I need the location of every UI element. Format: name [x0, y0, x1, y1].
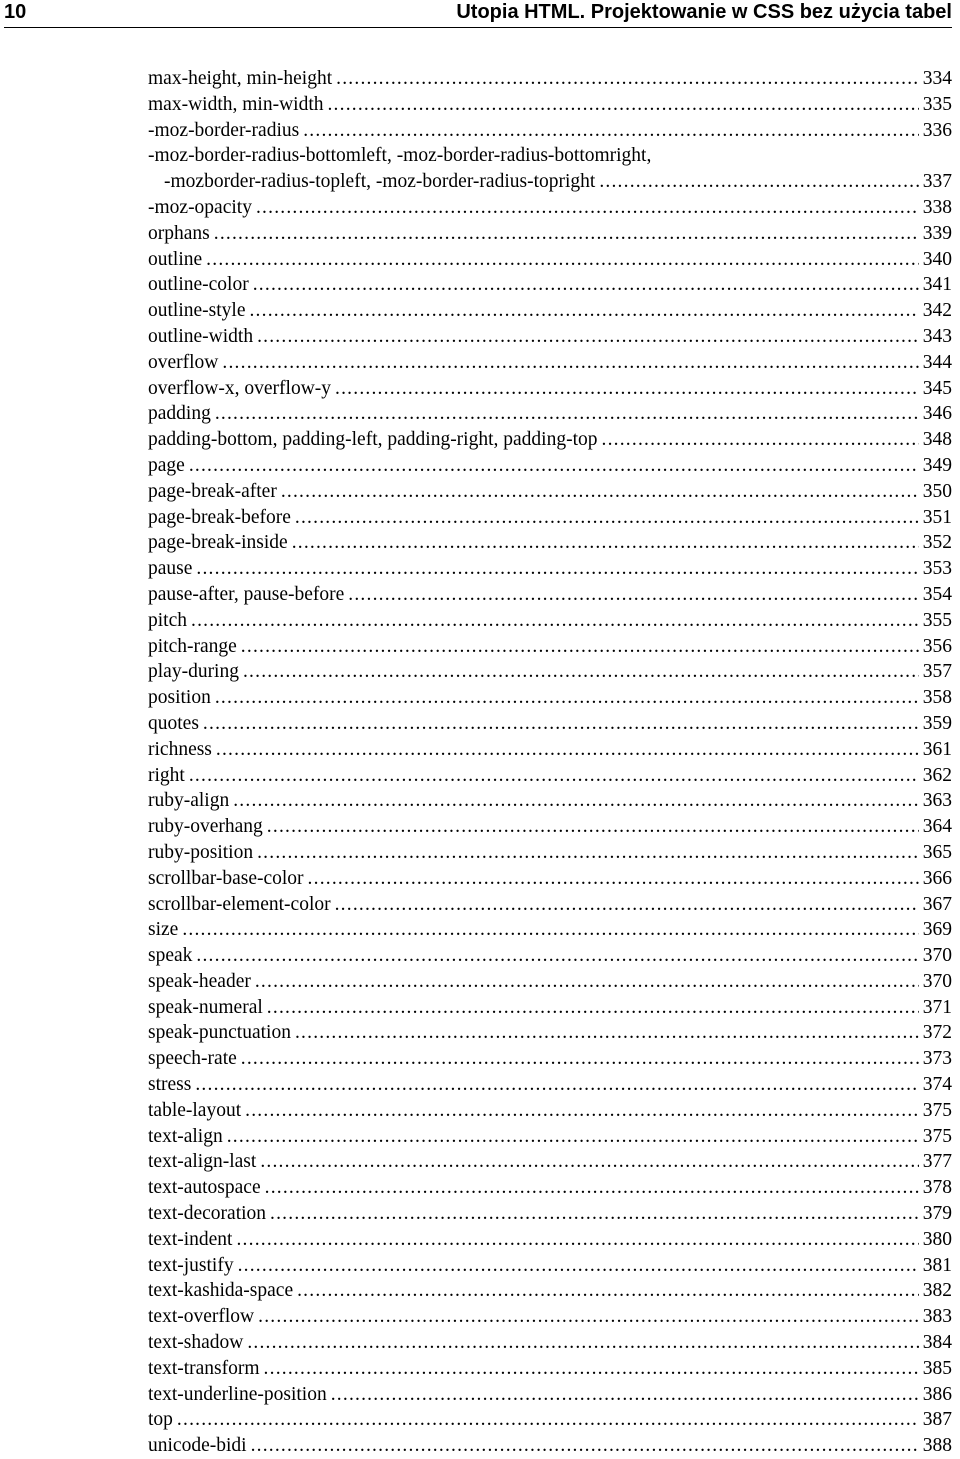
toc-entry: [148, 866, 952, 892]
toc-entry-page-number: 387: [922, 1409, 952, 1431]
toc-entry-page-number: 361: [922, 738, 952, 760]
dot-leader: [241, 1046, 919, 1072]
dot-leader: [264, 1356, 919, 1382]
toc-entry-label: scrollbar-base-color: [148, 867, 304, 889]
dot-leader: [189, 453, 919, 479]
toc-entry-page-number: 362: [922, 764, 952, 786]
toc-entry-label: page-break-after: [148, 480, 277, 502]
toc-entry: [148, 1020, 952, 1046]
dot-leader: [297, 1278, 919, 1304]
dot-leader: [335, 892, 919, 918]
toc-entry-first-line: -moz-border-radius-bottomleft, -moz-border-radius-bottomright,: [148, 145, 652, 167]
toc-entry-page-number: 382: [922, 1280, 952, 1302]
dot-leader: [303, 118, 919, 144]
toc-entry: [148, 1227, 952, 1253]
dot-leader: [267, 995, 919, 1021]
toc-entry-label: outline-width: [148, 325, 254, 347]
toc-entry-label: pitch: [148, 609, 187, 631]
toc-entry-page-number: 349: [922, 454, 952, 476]
dot-leader: [256, 195, 919, 221]
dot-leader: [255, 969, 919, 995]
dot-leader: [216, 737, 919, 763]
toc-entry: [148, 92, 952, 118]
toc-entry-label: ruby-overhang: [148, 816, 263, 838]
toc-entry-page-number: 341: [922, 274, 952, 296]
toc-entry: [148, 272, 952, 298]
toc-entry-label: padding-bottom, padding-left, padding-right, padding-top: [148, 429, 598, 451]
toc-entry-label: play-during: [148, 661, 239, 683]
toc-entry-label: page-break-inside: [148, 532, 288, 554]
toc-entry-label: position: [148, 687, 211, 709]
toc-entry: [148, 659, 952, 685]
dot-leader: [233, 788, 919, 814]
dot-leader: [270, 1201, 919, 1227]
toc-entry-page-number: 381: [922, 1254, 952, 1276]
toc-entry-page-number: 365: [922, 841, 952, 863]
toc-entry-page-number: 348: [922, 429, 952, 451]
toc-entry: [148, 427, 952, 453]
toc-entry-page-number: 350: [922, 480, 952, 502]
toc-entry-page-number: 342: [922, 300, 952, 322]
toc-entry: [148, 763, 952, 789]
toc-entry-page-number: 367: [922, 893, 952, 915]
toc-entry-page-number: 388: [922, 1435, 952, 1457]
toc-entry: [148, 582, 952, 608]
toc-entry: [148, 298, 952, 324]
toc-entry-page-number: 340: [922, 248, 952, 270]
toc-entry-page-number: 384: [922, 1332, 952, 1354]
toc-entry: [148, 1253, 952, 1279]
toc-entry-page-number: 364: [922, 816, 952, 838]
toc-entry-label: max-height, min-height: [148, 68, 333, 89]
toc-entry-label: padding: [148, 403, 211, 425]
toc-entry-page-number: 344: [922, 351, 952, 373]
toc-entry-page-number: 334: [922, 68, 952, 89]
dot-leader: [215, 685, 919, 711]
toc-entry: [148, 195, 952, 221]
toc-entry-page-number: 369: [922, 919, 952, 941]
dot-leader: [308, 866, 919, 892]
dot-leader: [215, 401, 919, 427]
dot-leader: [258, 1304, 919, 1330]
toc-entry: [148, 1046, 952, 1072]
toc-entry: [148, 376, 952, 402]
toc-entry: [148, 453, 952, 479]
toc-entry: [148, 1356, 952, 1382]
toc-entry: [148, 1330, 952, 1356]
toc-entry-label: size: [148, 919, 179, 941]
toc-entry-label: page: [148, 454, 185, 476]
toc-entry-label: text-autospace: [148, 1177, 261, 1199]
toc-entry-page-number: 366: [922, 867, 952, 889]
toc-entry: [148, 1175, 952, 1201]
toc-entry: [148, 634, 952, 660]
toc-entry-label: outline-style: [148, 300, 246, 322]
toc-entry: [148, 350, 952, 376]
dot-leader: [182, 917, 918, 943]
dot-leader: [267, 814, 919, 840]
toc-entry: [148, 1278, 952, 1304]
toc-entry-page-number: 377: [922, 1151, 952, 1173]
toc-entry: [148, 324, 952, 350]
toc-entry: [148, 1124, 952, 1150]
toc-entry-label: speak-numeral: [148, 996, 263, 1018]
toc-entry-page-number: 352: [922, 532, 952, 554]
toc-entry-page-number: 358: [922, 687, 952, 709]
toc-entry-page-number: 357: [922, 661, 952, 683]
dot-leader: [206, 247, 919, 273]
toc-entry: [148, 1304, 952, 1330]
toc-entry-page-number: 385: [922, 1357, 952, 1379]
dot-leader: [336, 66, 919, 92]
toc-entry-label: outline-color: [148, 274, 249, 296]
dot-leader: [196, 943, 918, 969]
dot-leader: [265, 1175, 919, 1201]
toc-entry-label: speak: [148, 945, 193, 967]
toc-entry: [148, 401, 952, 427]
dot-leader: [243, 659, 919, 685]
toc-entry-page-number: 372: [922, 1022, 952, 1044]
toc-entry-label: -moz-border-radius: [148, 119, 300, 141]
toc-entry-label: ruby-position: [148, 841, 254, 863]
header-divider: [4, 27, 952, 28]
toc-entry-page-number: 379: [922, 1203, 952, 1225]
toc-entry-label: text-justify: [148, 1254, 234, 1276]
dot-leader: [599, 169, 918, 195]
toc-entry: [148, 1201, 952, 1227]
toc-entry: [148, 247, 952, 273]
toc-entry: [148, 556, 952, 582]
toc-entry: [148, 995, 952, 1021]
dot-leader: [295, 1020, 919, 1046]
toc-entry-label: text-align: [148, 1125, 223, 1147]
toc-entry-page-number: 373: [922, 1048, 952, 1070]
toc-entry-label: scrollbar-element-color: [148, 893, 331, 915]
table-of-contents: [148, 66, 952, 1459]
dot-leader: [203, 711, 919, 737]
toc-entry-page-number: 351: [922, 506, 952, 528]
toc-entry-label: text-kashida-space: [148, 1280, 294, 1302]
toc-entry-label: outline: [148, 248, 203, 270]
dot-leader: [327, 92, 918, 118]
toc-entry: [148, 711, 952, 737]
toc-entry-page-number: 375: [922, 1125, 952, 1147]
dot-leader: [195, 1072, 918, 1098]
toc-entry-page-number: 370: [922, 945, 952, 967]
dot-leader: [257, 324, 919, 350]
toc-entry-page-number: 337: [922, 171, 952, 193]
book-title: Utopia HTML. Projektowanie w CSS bez użycia tabel: [456, 1, 952, 23]
toc-entry: [148, 221, 952, 247]
toc-entry-label: text-indent: [148, 1228, 233, 1250]
toc-entry-label: top: [148, 1409, 173, 1431]
dot-leader: [281, 479, 919, 505]
toc-entry-label: -mozborder-radius-topleft, -moz-border-radius-topright: [164, 171, 596, 193]
toc-entry: [148, 814, 952, 840]
toc-entry: [148, 479, 952, 505]
toc-entry: [148, 788, 952, 814]
dot-leader: [249, 298, 918, 324]
toc-entry: [148, 66, 952, 92]
toc-entry-label: orphans: [148, 222, 210, 244]
dot-leader: [241, 634, 919, 660]
toc-entry-page-number: 370: [922, 970, 952, 992]
toc-entry-page-number: 335: [922, 93, 952, 115]
toc-entry: [148, 1149, 952, 1175]
toc-entry-page-number: 378: [922, 1177, 952, 1199]
toc-entry-label: stress: [148, 1074, 192, 1096]
dot-leader: [253, 272, 919, 298]
toc-entry: [148, 118, 952, 144]
toc-entry-label: pitch-range: [148, 635, 237, 657]
dot-leader: [292, 530, 919, 556]
toc-entry-label: text-transform: [148, 1357, 260, 1379]
dot-leader: [189, 763, 919, 789]
toc-entry-label: page-break-before: [148, 506, 291, 528]
toc-entry: [148, 608, 952, 634]
dot-leader: [260, 1149, 918, 1175]
toc-entry-label: speech-rate: [148, 1048, 237, 1070]
toc-entry-label: overflow: [148, 351, 219, 373]
toc-entry-page-number: 353: [922, 558, 952, 580]
page-header: [4, 0, 952, 26]
dot-leader: [191, 608, 919, 634]
toc-entry: [148, 685, 952, 711]
toc-entry-page-number: 386: [922, 1383, 952, 1405]
toc-entry-label: speak-punctuation: [148, 1022, 291, 1044]
toc-entry-page-number: 374: [922, 1074, 952, 1096]
toc-entry-label: pause-after, pause-before: [148, 583, 345, 605]
dot-leader: [196, 556, 918, 582]
dot-leader: [247, 1330, 918, 1356]
toc-entry-page-number: 345: [922, 377, 952, 399]
toc-entry-label: text-shadow: [148, 1332, 244, 1354]
toc-entry-label: right: [148, 764, 185, 786]
toc-entry-label: quotes: [148, 712, 199, 734]
toc-entry-label: pause: [148, 558, 193, 580]
toc-entry-page-number: 346: [922, 403, 952, 425]
dot-leader: [236, 1227, 918, 1253]
toc-entry-page-number: 356: [922, 635, 952, 657]
toc-entry: [148, 969, 952, 995]
dot-leader: [227, 1124, 919, 1150]
toc-entry-label: unicode-bidi: [148, 1435, 247, 1457]
toc-entry-label: speak-header: [148, 970, 251, 992]
toc-entry-page-number: 355: [922, 609, 952, 631]
toc-entry-page-number: 383: [922, 1306, 952, 1328]
toc-entry: [148, 1433, 952, 1459]
toc-entry: [148, 1098, 952, 1124]
toc-entry-label: text-decoration: [148, 1203, 267, 1225]
dot-leader: [257, 840, 919, 866]
toc-entry: [148, 505, 952, 531]
toc-entry-page-number: 336: [922, 119, 952, 141]
toc-entry-page-number: 380: [922, 1228, 952, 1250]
dot-leader: [245, 1098, 919, 1124]
dot-leader: [335, 376, 919, 402]
toc-entry-label: overflow-x, overflow-y: [148, 377, 332, 399]
toc-entry-label: max-width, min-width: [148, 93, 324, 115]
dot-leader: [602, 427, 919, 453]
dot-leader: [348, 582, 918, 608]
toc-entry-label: text-overflow: [148, 1306, 255, 1328]
dot-leader: [214, 221, 919, 247]
toc-entry-page-number: 371: [922, 996, 952, 1018]
toc-entry: [148, 1072, 952, 1098]
toc-entry: [148, 737, 952, 763]
toc-entry-label: -moz-opacity: [148, 196, 252, 218]
dot-leader: [177, 1407, 919, 1433]
toc-entry-page-number: 363: [922, 790, 952, 812]
toc-entry-label: richness: [148, 738, 212, 760]
toc-entry-label: text-align-last: [148, 1151, 257, 1173]
page-number: 10: [4, 1, 27, 23]
toc-entry: [148, 917, 952, 943]
dot-leader: [222, 350, 918, 376]
toc-entry-page-number: 354: [922, 583, 952, 605]
toc-entry: [148, 1382, 952, 1408]
dot-leader: [331, 1382, 919, 1408]
toc-entry: [148, 943, 952, 969]
toc-entry-page-number: 359: [922, 712, 952, 734]
toc-entry-label: text-underline-position: [148, 1383, 327, 1405]
toc-entry: [148, 169, 952, 195]
dot-leader: [295, 505, 919, 531]
toc-entry-page-number: 375: [922, 1099, 952, 1121]
dot-leader: [238, 1253, 919, 1279]
toc-entry: [148, 1407, 952, 1433]
toc-entry-label: ruby-align: [148, 790, 230, 812]
toc-entry: [148, 892, 952, 918]
toc-entry: [148, 840, 952, 866]
toc-entry-page-number: 343: [922, 325, 952, 347]
dot-leader: [251, 1433, 919, 1459]
toc-entry: [148, 530, 952, 556]
toc-entry-page-number: 338: [922, 196, 952, 218]
toc-entry-page-number: 339: [922, 222, 952, 244]
toc-entry-label: table-layout: [148, 1099, 242, 1121]
